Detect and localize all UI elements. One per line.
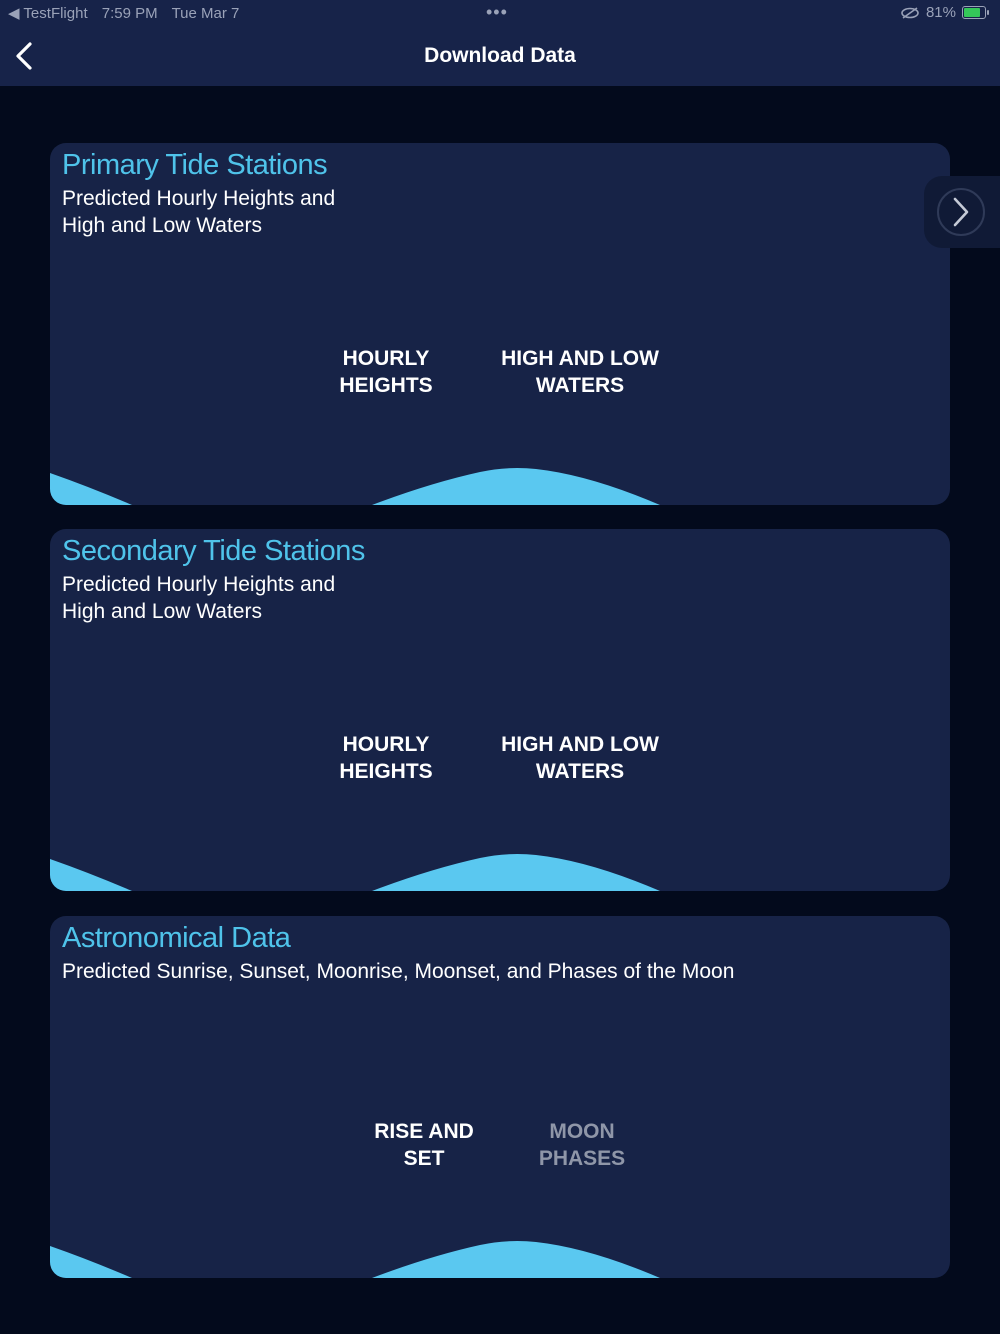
next-page-button[interactable] bbox=[924, 176, 1000, 248]
rise-and-set-button[interactable] bbox=[368, 1118, 480, 1172]
high-and-low-waters-button[interactable] bbox=[490, 345, 670, 399]
option-label-line: HOURLY bbox=[342, 347, 430, 370]
status-bar bbox=[0, 0, 1000, 26]
card-subtitle-line: High and Low Waters bbox=[62, 600, 262, 623]
high-and-low-waters-button[interactable] bbox=[490, 731, 670, 785]
option-label-line: RISE AND bbox=[374, 1120, 474, 1143]
option-label-line: WATERS bbox=[535, 760, 625, 783]
option-label-line: HOURLY bbox=[342, 733, 430, 756]
status-back-app[interactable]: ◀ TestFlight bbox=[8, 5, 88, 22]
card-secondary-tide-stations[interactable] bbox=[50, 529, 950, 891]
card-subtitle-line: Predicted Hourly Heights and bbox=[62, 187, 336, 210]
option-label-line: HIGH AND LOW bbox=[501, 347, 659, 370]
card-subtitle bbox=[62, 185, 335, 239]
card-subtitle bbox=[62, 571, 335, 625]
card-subtitle-line: Predicted Hourly Heights and bbox=[62, 573, 336, 596]
card-primary-tide-stations[interactable] bbox=[50, 143, 950, 505]
option-label-line: HEIGHTS bbox=[339, 374, 433, 397]
card-subtitle bbox=[62, 958, 734, 985]
card-title: Astronomical Data bbox=[62, 922, 291, 954]
option-label-line: HEIGHTS bbox=[339, 760, 433, 783]
status-left bbox=[8, 4, 249, 22]
option-label-line: PHASES bbox=[538, 1147, 626, 1170]
battery-fill bbox=[964, 8, 980, 17]
status-right bbox=[900, 4, 986, 21]
option-label-line: HIGH AND LOW bbox=[501, 733, 659, 756]
option-label-line: MOON bbox=[549, 1120, 615, 1143]
card-astronomical-data[interactable] bbox=[50, 916, 950, 1278]
battery-percent: 81% bbox=[925, 4, 956, 21]
option-label-line: SET bbox=[403, 1147, 445, 1170]
battery-icon bbox=[962, 6, 986, 19]
card-title: Secondary Tide Stations bbox=[62, 535, 365, 567]
card-subtitle-line: Predicted Sunrise, Sunset, Moonrise, Moonset, and Phases of the Moon bbox=[62, 960, 735, 983]
card-title: Primary Tide Stations bbox=[62, 149, 328, 181]
screen-mirroring-icon bbox=[900, 6, 920, 20]
wave-decoration bbox=[50, 841, 950, 891]
status-time: 7:59 PM bbox=[101, 5, 158, 22]
moon-phases-button[interactable] bbox=[532, 1118, 632, 1172]
option-label-line: WATERS bbox=[535, 374, 625, 397]
status-date: Tue Mar 7 bbox=[171, 5, 240, 22]
wave-decoration bbox=[50, 1228, 950, 1278]
page-title: Download Data bbox=[424, 44, 576, 67]
hourly-heights-button[interactable] bbox=[336, 345, 436, 399]
card-subtitle-line: High and Low Waters bbox=[62, 214, 262, 237]
chevron-right-icon bbox=[924, 176, 1000, 248]
hourly-heights-button[interactable] bbox=[336, 731, 436, 785]
wave-decoration bbox=[50, 455, 950, 505]
navigation-bar bbox=[0, 26, 1000, 86]
multitasking-dots[interactable]: ••• bbox=[486, 2, 508, 22]
